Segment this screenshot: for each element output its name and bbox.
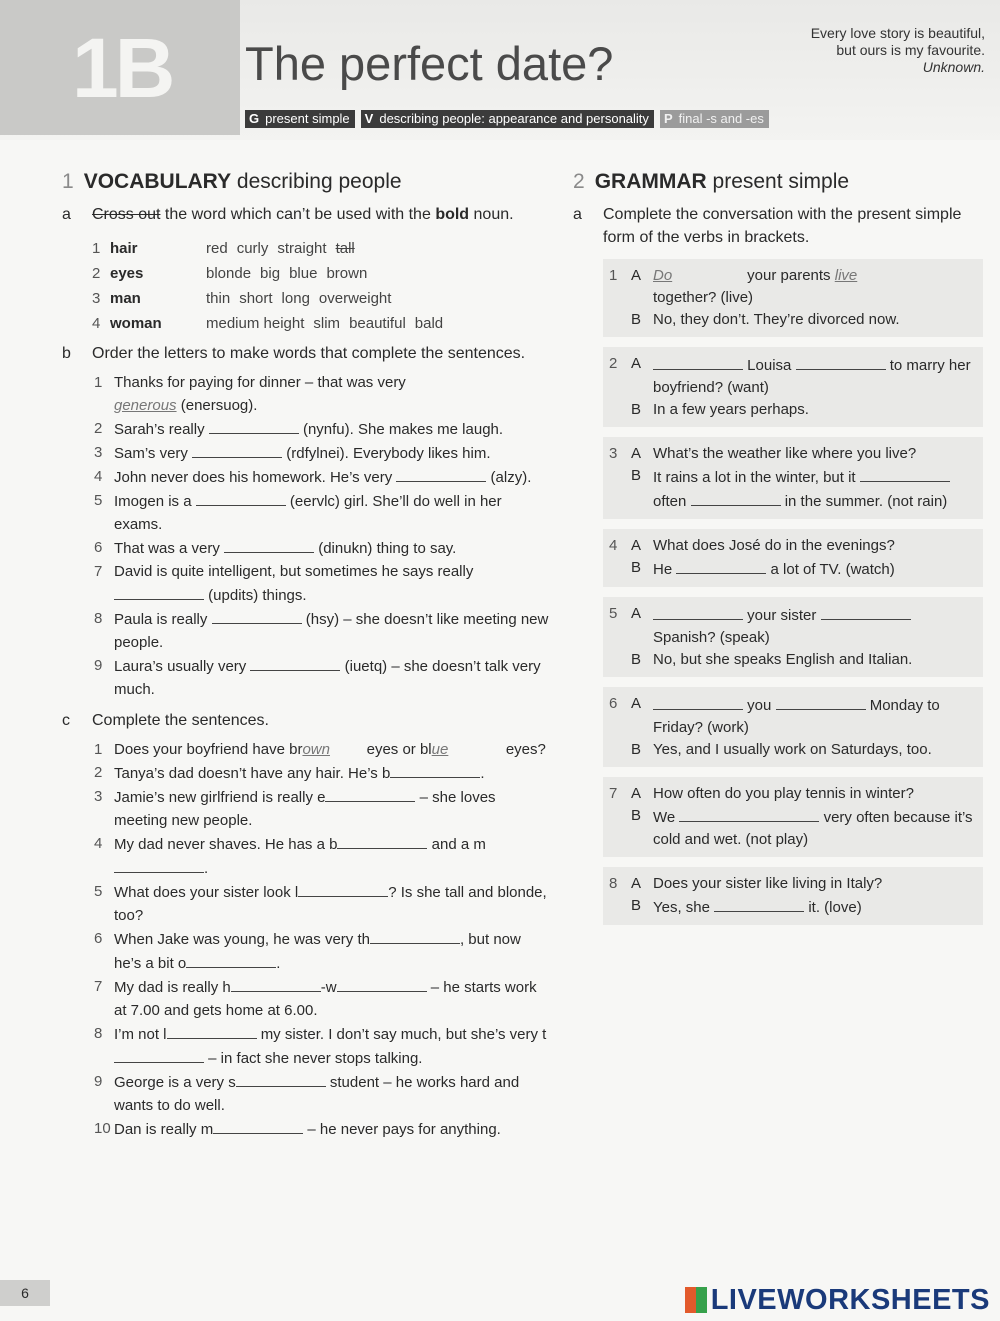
instruction-bold: bold (435, 206, 470, 223)
answer-blank[interactable] (192, 441, 282, 458)
item-text: He (653, 561, 673, 578)
item-text: Sarah’s really (114, 421, 205, 438)
liveworksheets-logo (685, 1284, 990, 1317)
item-text: Monday to Friday? (work) (653, 697, 940, 736)
speaker: A (631, 695, 642, 712)
exercise-a-instruction (573, 203, 983, 249)
item-number: 3 (94, 444, 103, 461)
word-option[interactable]: beautiful (349, 315, 406, 332)
quote-author: Unknown. (922, 59, 985, 75)
conversation-1 (603, 259, 983, 337)
speaker: A (631, 267, 642, 284)
item-text: you (747, 697, 772, 714)
list-item (94, 880, 552, 927)
item-number: 3 (609, 445, 618, 462)
item-text: What does your sister look l (114, 884, 299, 901)
item-text: No, but she speaks English and Italian. (653, 651, 913, 668)
word-option[interactable]: slim (313, 315, 341, 332)
item-number: 4 (609, 537, 618, 554)
answer-blank[interactable] (821, 603, 911, 620)
item-number: 8 (609, 875, 618, 892)
speaker: B (631, 807, 642, 824)
tag-text: describing people: appearance and personality (377, 110, 654, 128)
word-option[interactable]: bald (414, 315, 444, 332)
speaker: A (631, 445, 642, 462)
page-header (0, 0, 1000, 140)
list-item (94, 927, 552, 975)
topic-tags (245, 110, 769, 128)
exercise-letter: b (62, 345, 71, 362)
speaker: B (631, 559, 642, 576)
vocab-row (92, 286, 552, 311)
answer-blank[interactable] (224, 536, 314, 553)
section-title (62, 170, 552, 193)
section-subtitle: present simple (712, 170, 850, 193)
tag-text: final -s and -es (677, 110, 769, 128)
answer-blank[interactable] (653, 603, 743, 620)
item-number: 5 (94, 883, 103, 900)
vocab-table (92, 236, 552, 336)
item-text: How often do you play tennis in winter? (653, 785, 914, 802)
item-text: (hsy) – she doesn’t like meeting new people. (114, 611, 549, 651)
item-text: ? Is she tall and blonde, too? (114, 884, 547, 924)
item-number: 3 (92, 290, 101, 307)
watermark-text: LIVEWORKSHEETS (710, 1284, 990, 1316)
answer-blank[interactable] (325, 785, 415, 802)
list-item (94, 371, 552, 417)
item-text: eyes? (505, 741, 546, 758)
item-text: Spanish? (speak) (653, 629, 770, 646)
noun: man (110, 290, 141, 307)
word-option[interactable]: straight (277, 240, 327, 257)
speaker: A (631, 605, 642, 622)
answer-example: Do (653, 267, 673, 284)
speaker: B (631, 311, 642, 328)
word-option[interactable]: blonde (206, 265, 252, 282)
list-item (94, 1070, 552, 1117)
item-number: 2 (94, 764, 103, 781)
answer-blank[interactable] (213, 1117, 303, 1134)
answer-blank[interactable] (370, 927, 460, 944)
list-item (94, 785, 552, 832)
word-option[interactable]: brown (326, 265, 368, 282)
section-number: 1 (62, 170, 74, 193)
item-text: John never does his homework. He’s very (114, 469, 393, 486)
item-text: My dad is really h (114, 979, 231, 996)
exercise-b-items (94, 371, 552, 701)
noun: woman (110, 315, 162, 332)
answer-blank[interactable] (167, 1022, 257, 1039)
tag-vocabulary (361, 110, 654, 128)
section-name: VOCABULARY (83, 170, 232, 193)
item-number: 3 (94, 788, 103, 805)
list-item (94, 536, 552, 560)
item-text: to marry her boyfriend? (want) (653, 357, 971, 396)
item-number: 8 (94, 1025, 103, 1042)
answer-blank[interactable] (196, 489, 286, 506)
item-text: Does your sister like living in Italy? (653, 875, 883, 892)
item-text: (rdfylnei). Everybody likes him. (286, 445, 491, 462)
answer-blank[interactable] (396, 465, 486, 482)
item-text: My dad never shaves. He has a b (114, 836, 338, 853)
word-option[interactable]: long (281, 290, 310, 307)
tag-text: present simple (263, 110, 355, 128)
speaker: B (631, 897, 642, 914)
tag-letter: G (245, 110, 263, 128)
exercise-b-instruction (62, 342, 552, 365)
vocab-row (92, 311, 552, 336)
word-option[interactable]: overweight (318, 290, 392, 307)
item-text: Yes, and I usually work on Saturdays, too. (653, 741, 932, 758)
item-text: Sam’s very (114, 445, 188, 462)
word-option[interactable]: curly (236, 240, 269, 257)
item-text: very often because it’s cold and wet. (not play) (653, 809, 973, 848)
list-item (94, 465, 552, 489)
item-text: a lot of TV. (watch) (770, 561, 895, 578)
word-option[interactable]: big (260, 265, 281, 282)
answer-blank[interactable] (250, 654, 340, 671)
item-text: That was a very (114, 540, 220, 557)
list-item (94, 832, 552, 880)
item-number: 1 (609, 267, 618, 284)
item-text: my sister. I don’t say much, but she’s very t (260, 1026, 547, 1043)
vocab-row (92, 261, 552, 286)
speaker: B (631, 401, 642, 418)
page-number-box (0, 1280, 50, 1306)
tag-letter: P (660, 110, 677, 128)
item-number: 4 (92, 315, 101, 332)
list-item (94, 761, 552, 785)
item-text: Dan is really m (114, 1121, 214, 1138)
item-text: In a few years perhaps. (653, 401, 809, 418)
item-number: 1 (94, 741, 103, 758)
speaker: A (631, 875, 642, 892)
list-item (94, 1022, 552, 1070)
item-number: 1 (92, 240, 101, 257)
item-text: Jamie’s new girlfriend is really e (114, 789, 326, 806)
item-text: (dinukn) thing to say. (318, 540, 457, 557)
item-text: When Jake was young, he was very th (114, 931, 370, 948)
item-text: Imogen is a (114, 493, 192, 510)
item-text: and a m (431, 836, 486, 853)
item-number: 10 (94, 1120, 111, 1137)
exercise-letter: a (573, 206, 582, 223)
answer-blank[interactable] (186, 951, 276, 968)
instruction-text: Complete the conversation with the present simple form of the verbs in brackets. (603, 206, 962, 246)
conversation-7 (603, 777, 983, 857)
item-text: Thanks for paying for dinner – that was very (114, 374, 406, 391)
answer-blank[interactable] (212, 607, 302, 624)
item-text: Laura’s usually very (114, 658, 247, 675)
answer-blank[interactable] (114, 856, 204, 873)
item-number: 6 (94, 539, 103, 556)
list-item (94, 417, 552, 441)
page-number: 6 (21, 1285, 29, 1301)
answer-example: own (302, 741, 330, 758)
instruction-text: Complete the sentences. (92, 712, 269, 729)
speaker: A (631, 355, 642, 372)
answer-blank[interactable] (236, 1070, 326, 1087)
instruction-text: the word which can’t be used with the (164, 206, 431, 223)
item-text: No, they don’t. They’re divorced now. (653, 311, 900, 328)
answer-blank[interactable] (337, 975, 427, 992)
quote-line: Every love story is beautiful, (810, 25, 985, 41)
list-item (94, 441, 552, 465)
item-text: (eervlc) girl. She’ll do well in her exams. (114, 493, 502, 533)
item-number: 8 (94, 610, 103, 627)
item-text: – in fact she never stops talking. (208, 1050, 423, 1067)
answer-example: ue (431, 741, 449, 758)
word-option[interactable]: blue (289, 265, 318, 282)
item-number: 2 (92, 265, 101, 282)
item-text: Yes, she (653, 899, 710, 916)
page-title: The perfect date? (245, 37, 614, 90)
answer-blank[interactable] (231, 975, 321, 992)
speaker: A (631, 537, 642, 554)
item-text: -w (320, 979, 337, 996)
liveworksheets-icon (685, 1287, 707, 1313)
item-text: Does your boyfriend have br (114, 741, 303, 758)
exercise-letter: c (62, 712, 70, 729)
item-text: your parents (747, 267, 831, 284)
item-number: 9 (94, 657, 103, 674)
instruction-text: noun. (473, 206, 514, 223)
item-number: 2 (94, 420, 103, 437)
list-item (94, 607, 552, 654)
answer-blank[interactable] (114, 583, 204, 600)
speaker: B (631, 651, 642, 668)
item-text: It rains a lot in the winter, but it (653, 469, 856, 486)
answer-blank[interactable] (679, 805, 819, 822)
conversation-3 (603, 437, 983, 519)
answer-blank[interactable] (390, 761, 480, 778)
item-text: We (653, 809, 676, 826)
item-text: (nynfu). She makes me laugh. (302, 421, 504, 438)
item-text: George is a very s (114, 1074, 236, 1091)
item-text: – he starts work at 7.00 and gets home at 6.00. (114, 979, 537, 1019)
word-option[interactable]: thin (206, 290, 231, 307)
item-text: student – he works hard and wants to do well. (114, 1074, 520, 1114)
item-text: it. (love) (808, 899, 862, 916)
item-text: your sister (747, 607, 817, 624)
item-number: 7 (609, 785, 618, 802)
item-text: – she loves meeting new people. (114, 789, 496, 829)
answer-blank[interactable] (776, 693, 866, 710)
noun: eyes (110, 265, 144, 282)
exercise-c-items (94, 738, 552, 1141)
conversation-2 (603, 347, 983, 427)
unit-code: 1B (72, 21, 172, 115)
list-item (94, 975, 552, 1022)
item-text: (alzy). (490, 469, 532, 486)
answer-blank[interactable] (714, 895, 804, 912)
exercise-letter: a (62, 206, 71, 223)
speaker: B (631, 741, 642, 758)
list-item (94, 489, 552, 536)
word-option[interactable]: medium height (206, 315, 305, 332)
item-text: , but now he’s a bit o (114, 931, 521, 972)
tag-grammar (245, 110, 355, 128)
list-item (94, 738, 552, 761)
quote (811, 25, 985, 76)
speaker: A (631, 785, 642, 802)
instruction-text: Order the letters to make words that complete the sentences. (92, 345, 526, 362)
conversation-5 (603, 597, 983, 677)
vocabulary-section (62, 170, 552, 1145)
list-item (94, 654, 552, 701)
item-number: 4 (94, 468, 103, 485)
exercise-c-instruction (62, 709, 552, 732)
section-number: 2 (573, 170, 585, 193)
answer-blank[interactable] (796, 353, 886, 370)
noun: hair (110, 240, 138, 257)
item-text: Louisa (747, 357, 792, 374)
word-option[interactable]: red (206, 240, 228, 257)
section-subtitle: describing people (236, 170, 402, 193)
item-text: (enersuog). (180, 397, 258, 414)
word-option[interactable]: short (239, 290, 273, 307)
answer-example: generous (114, 397, 177, 414)
item-number: 7 (94, 563, 103, 580)
item-text: (updits) things. (208, 587, 307, 604)
answer-blank[interactable] (860, 465, 950, 482)
item-text: . (480, 765, 485, 782)
grammar-section (573, 170, 983, 925)
answer-blank[interactable] (676, 557, 766, 574)
item-number: 4 (94, 835, 103, 852)
section-name: GRAMMAR (594, 170, 707, 193)
item-number: 6 (609, 695, 618, 712)
answer-blank[interactable] (653, 693, 743, 710)
answer-blank[interactable] (209, 417, 299, 434)
list-item (94, 1117, 552, 1141)
item-text: What does José do in the evenings? (653, 537, 895, 554)
item-text: I’m not l (114, 1026, 167, 1043)
conversation-8 (603, 867, 983, 925)
tag-letter: V (361, 110, 378, 128)
item-number: 5 (94, 492, 103, 509)
item-text: often (653, 493, 687, 510)
item-text: . (276, 955, 281, 972)
item-text: in the summer. (not rain) (784, 493, 948, 510)
word-option-crossed[interactable]: tall (335, 240, 355, 257)
section-title (573, 170, 983, 193)
item-number: 2 (609, 355, 618, 372)
item-text: – he never pays for anything. (307, 1121, 501, 1138)
item-number: 6 (94, 930, 103, 947)
answer-blank[interactable] (337, 832, 427, 849)
answer-blank[interactable] (653, 353, 743, 370)
exercise-a-instruction (62, 203, 552, 226)
item-text: together? (live) (653, 289, 754, 306)
item-text: What’s the weather like where you live? (653, 445, 917, 462)
vocab-row (92, 236, 552, 261)
tag-pronunciation (660, 110, 769, 128)
item-text: eyes or bl (366, 741, 432, 758)
speaker: B (631, 467, 642, 484)
instruction-strike: Cross out (92, 206, 161, 223)
list-item (94, 560, 552, 607)
conversation-4 (603, 529, 983, 587)
item-number: 5 (609, 605, 618, 622)
quote-line: but ours is my favourite. (836, 42, 985, 58)
item-text: Tanya’s dad doesn’t have any hair. He’s b (114, 765, 391, 782)
item-number: 7 (94, 978, 103, 995)
item-number: 1 (94, 374, 103, 391)
item-text: . (204, 860, 209, 877)
item-text: (iuetq) – she doesn’t talk very much. (114, 658, 541, 698)
item-text: Paula is really (114, 611, 208, 628)
answer-blank[interactable] (691, 489, 781, 506)
item-number: 9 (94, 1073, 103, 1090)
answer-blank[interactable] (298, 880, 388, 897)
answer-blank[interactable] (114, 1046, 204, 1063)
item-text: David is quite intelligent, but sometimes he says really (114, 563, 474, 580)
conversation-6 (603, 687, 983, 767)
answer-example: live (834, 267, 858, 284)
